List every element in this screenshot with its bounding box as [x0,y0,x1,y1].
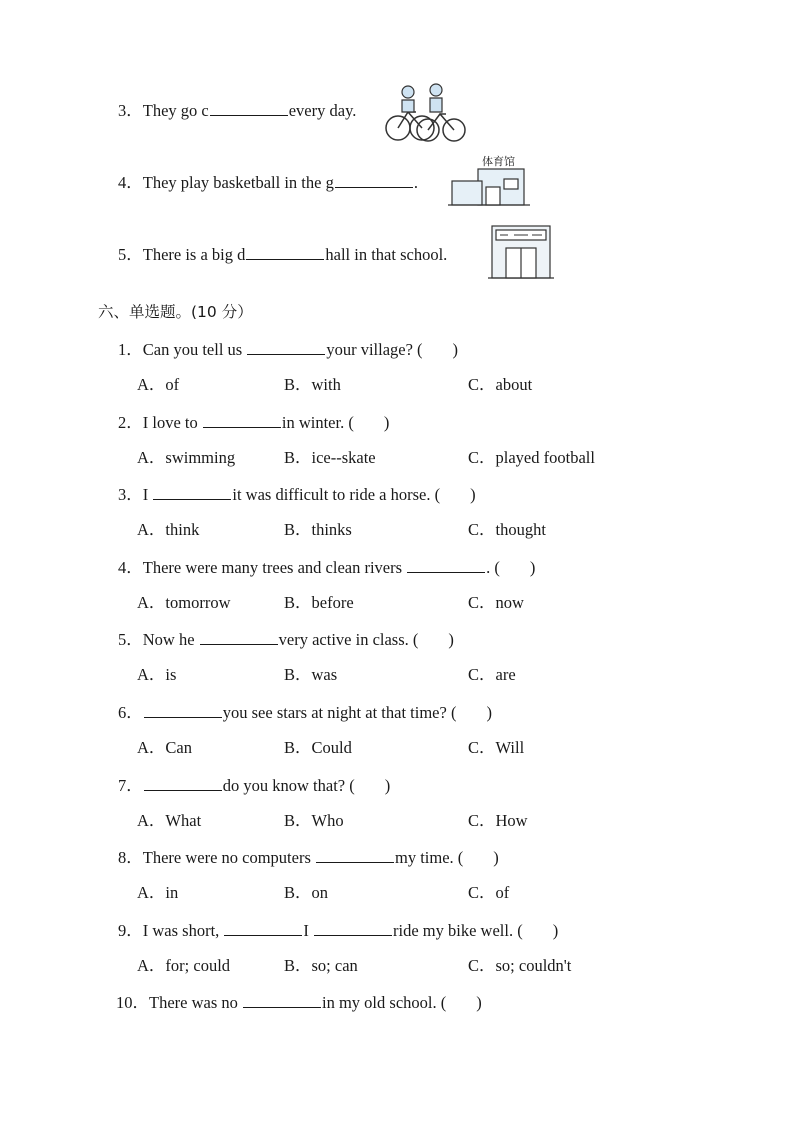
question-9 [118,920,558,941]
item-text-before: They play basketball in the g [142,173,334,192]
fill-item-3 [118,100,356,121]
option-a[interactable]: A．think [137,520,200,540]
children-cycling-icon [384,80,468,144]
question-1 [118,339,458,360]
question-text: ) [452,340,459,359]
question-number: 6． [118,703,143,722]
item-number: 4． [118,173,143,192]
question-text: I [303,920,314,940]
option-a[interactable]: A．tomorrow [137,592,231,612]
question-number: 9． [118,920,143,940]
option-b[interactable]: B．before [284,592,354,612]
answer-blank[interactable] [316,847,394,863]
question-number: 2． [118,412,143,432]
answer-blank[interactable] [407,557,485,573]
answer-blank[interactable] [153,484,231,500]
question-10 [116,992,482,1013]
option-a[interactable]: A．Can [137,738,192,757]
answer-blank[interactable] [203,412,281,428]
option-c[interactable]: C．so; couldn't [468,955,572,975]
item-text-after: . [413,173,418,192]
question-3 [118,484,476,505]
fill-item-4 [118,172,418,193]
answer-blank[interactable] [246,244,324,260]
answer-blank[interactable] [224,920,302,936]
option-c[interactable]: C．Will [468,738,525,757]
option-b[interactable]: B．was [284,665,338,685]
question-text: in my old school. ( [322,993,447,1013]
question-text: . ( [486,557,500,577]
question-text: in winter. ( [281,412,354,432]
question-8 [118,847,499,868]
option-c[interactable]: C．about [468,375,533,394]
question-text: very active in class. ( [278,630,419,650]
answer-blank[interactable] [144,702,222,718]
option-a[interactable]: A．for; could [137,955,231,975]
item-number: 3． [118,101,143,120]
dining-hall-icon [488,218,554,282]
question-number: 7． [118,775,143,795]
question-text: you see stars at night at that time? ( [222,703,457,722]
option-b[interactable]: B．so; can [284,955,358,975]
option-c[interactable]: C．played football [468,447,595,467]
item-text-after: every day. [288,101,357,120]
gym-sign-text: 体育馆 [482,155,515,168]
answer-blank[interactable] [335,172,413,188]
question-4 [118,557,535,578]
question-text: ) [529,557,536,577]
question-number: 8． [118,848,143,868]
question-text: ride my bike well. ( [393,920,523,940]
question-7 [118,775,390,796]
option-c[interactable]: C．thought [468,520,546,540]
item-number: 5． [118,245,143,264]
option-a[interactable]: A．in [137,883,179,903]
question-text: I was short, [142,920,224,940]
question-2 [118,412,389,433]
question-number: 5． [118,630,143,650]
question-text: ) [470,485,476,505]
option-b[interactable]: B．on [284,883,329,903]
question-text: my time. ( [395,848,464,868]
question-number: 3． [118,485,143,505]
option-b[interactable]: B．Could [284,738,352,757]
question-5 [118,629,454,650]
question-text: ) [493,848,499,868]
answer-blank[interactable] [144,775,222,791]
option-c[interactable]: C．of [468,883,510,903]
answer-blank[interactable] [200,629,278,645]
gym-building-icon [448,155,530,209]
option-a[interactable]: A．is [137,665,177,685]
option-a[interactable]: A．swimming [137,447,236,467]
question-text: There were no computers [142,848,316,868]
question-text: ) [383,412,390,432]
section-title: 六、单选题。(10 分） [98,303,253,321]
answer-blank[interactable] [314,920,392,936]
question-text: ) [384,775,391,795]
option-b[interactable]: B．Who [284,810,344,830]
item-text-before: They go c [142,101,209,120]
question-text: There was no [149,993,243,1013]
option-c[interactable]: C．How [468,810,528,830]
question-text: Can you tell us [142,340,247,359]
item-text-before: There is a big d [142,245,246,264]
option-c[interactable]: C．are [468,665,516,685]
answer-blank[interactable] [247,339,325,355]
question-text: I love to [142,412,202,432]
question-number: 1． [118,340,143,359]
question-text: There were many trees and clean rivers [142,557,407,577]
question-number: 10． [116,993,149,1013]
question-text: ) [448,630,454,650]
question-text: Now he [142,630,199,650]
question-number: 4． [118,557,143,577]
option-a[interactable]: A．What [137,810,202,830]
answer-blank[interactable] [243,992,321,1008]
option-c[interactable]: C．now [468,592,524,612]
option-a[interactable]: A．of [137,375,180,394]
question-text: I [142,485,153,505]
question-text: it was difficult to ride a horse. ( [232,485,441,505]
question-text: ) [476,993,482,1013]
fill-item-5 [118,244,447,265]
question-text: do you know that? ( [222,775,355,795]
option-b[interactable]: B．with [284,375,341,394]
option-b[interactable]: B．ice--skate [284,447,376,467]
option-b[interactable]: B．thinks [284,520,352,540]
question-6 [118,702,492,723]
item-text-after: hall in that school. [325,245,448,264]
answer-blank[interactable] [210,100,288,116]
question-text: your village? ( [326,340,423,359]
question-text: ) [486,703,492,722]
question-text: ) [552,920,559,940]
